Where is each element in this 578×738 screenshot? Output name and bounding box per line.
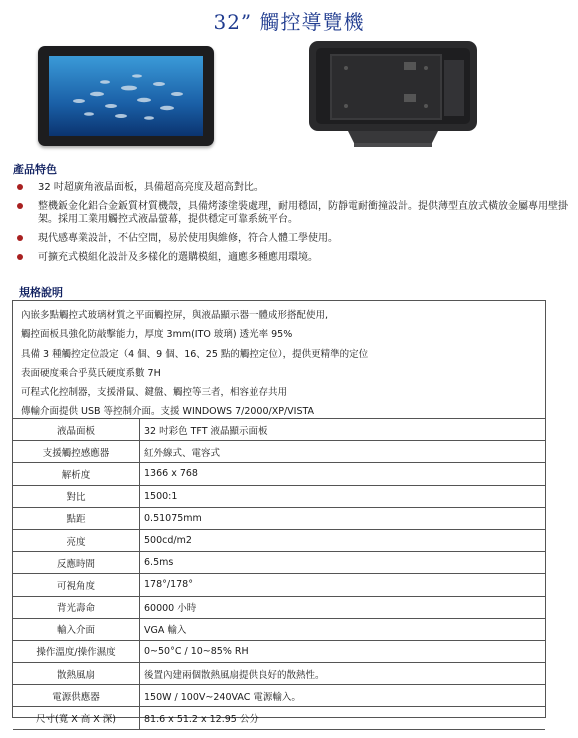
table-row bbox=[13, 507, 545, 529]
spec-label: 點距 bbox=[13, 507, 140, 529]
spec-value: 500cd/m2 bbox=[140, 529, 546, 551]
feature-text: 可擴充式模組化設計及多樣化的選購模組，適應多種應用環境。 bbox=[38, 252, 318, 263]
table-row bbox=[13, 596, 545, 618]
table-row bbox=[13, 640, 545, 662]
feature-item bbox=[12, 251, 568, 264]
spec-intro-line: 具備 3 種觸控定位設定（4 個、9 個、16、25 點的觸控定位），提供更精準的定位 bbox=[21, 348, 369, 360]
spec-label: 解析度 bbox=[13, 463, 140, 485]
spec-value: 1366 x 768 bbox=[140, 463, 546, 485]
spec-intro-line: 可程式化控制器，支援滑鼠、鍵盤、觸控等三者，相容並存共用 bbox=[21, 387, 288, 399]
feature-text: 32 吋超廣角液晶面板，具備超高亮度及超高對比。 bbox=[38, 182, 264, 193]
bullet-icon bbox=[17, 184, 23, 190]
spec-table bbox=[13, 418, 545, 730]
spec-value: 60000 小時 bbox=[140, 596, 546, 618]
back-view-image bbox=[308, 40, 478, 150]
spec-intro-line: 傳輸介面提供 USB 等控制介面。支援 WINDOWS 7/2000/XP/VISTA bbox=[21, 406, 315, 418]
spec-value: VGA 輸入 bbox=[140, 618, 546, 640]
spec-intro-line: 內嵌多點觸控式玻璃材質之平面觸控屏，與液晶顯示器一體成形搭配使用, bbox=[21, 310, 329, 321]
spec-value: 1500:1 bbox=[140, 485, 546, 507]
table-row bbox=[13, 574, 545, 596]
spec-intro-line: 表面硬度乘合乎莫氏硬度系數 7H bbox=[21, 367, 161, 379]
spec-label: 亮度 bbox=[13, 529, 140, 551]
spec-label: 反應時間 bbox=[13, 552, 140, 574]
table-row bbox=[13, 529, 545, 551]
table-row bbox=[13, 707, 545, 729]
feature-item bbox=[12, 181, 568, 194]
table-row bbox=[13, 485, 545, 507]
spec-value: 150W / 100V~240VAC 電源輸入。 bbox=[140, 685, 546, 707]
spec-intro bbox=[13, 301, 545, 422]
spec-label: 支援觸控感應器 bbox=[13, 441, 140, 463]
specs-heading: 規格說明 bbox=[19, 286, 63, 299]
bullet-icon bbox=[17, 254, 23, 260]
bullet-icon bbox=[17, 235, 23, 241]
spec-label: 液晶面板 bbox=[13, 419, 140, 441]
spec-box bbox=[12, 300, 546, 726]
feature-item bbox=[12, 232, 568, 245]
spec-label: 散熱風扇 bbox=[13, 663, 140, 685]
spec-label: 對比 bbox=[13, 485, 140, 507]
spec-label: 電源供應器 bbox=[13, 685, 140, 707]
table-row bbox=[13, 441, 545, 463]
spec-value: 後置內建兩個散熱風扇提供良好的散熱性。 bbox=[140, 663, 546, 685]
spec-intro-line: 觸控面板具強化防敲擊能力，厚度 3mm(ITO 玻璃) 透光率 95% bbox=[21, 329, 293, 341]
spec-value: 6.5ms bbox=[140, 552, 546, 574]
spec-value: 178°/178° bbox=[140, 574, 546, 596]
spec-label: 尺寸(寬 X 高 X 深) bbox=[13, 707, 140, 729]
table-row bbox=[13, 463, 545, 485]
spec-value: 32 吋彩色 TFT 液晶顯示面板 bbox=[140, 419, 546, 441]
feature-item bbox=[12, 200, 568, 226]
spec-value: 紅外線式、電容式 bbox=[140, 441, 546, 463]
front-view-image bbox=[38, 46, 214, 146]
spec-label: 背光壽命 bbox=[13, 596, 140, 618]
table-row bbox=[13, 618, 545, 640]
feature-text: 整機鈑金化鋁合金鈑質材質機殼，具備烤漆塗裝處理，耐用穩固，防靜電耐衝撞設計。提供薄型直放式橫放金屬專用壁掛架。採用工業用觸控式液晶螢幕，提供穩定可靠系統平台。 bbox=[38, 201, 568, 225]
screen-display-image bbox=[49, 56, 203, 136]
page-title: 32” 觸控導覽機 bbox=[213, 10, 365, 34]
feature-text: 現代感專業設計，不佔空間，易於使用與維修，符合人體工學使用。 bbox=[38, 233, 338, 244]
bullet-icon bbox=[17, 203, 23, 209]
table-row bbox=[13, 663, 545, 685]
spec-label: 可視角度 bbox=[13, 574, 140, 596]
features-heading: 產品特色 bbox=[13, 163, 57, 176]
spec-value: 0.51075mm bbox=[140, 507, 546, 529]
features-list bbox=[12, 181, 568, 270]
spec-value: 81.6 x 51.2 x 12.95 公分 bbox=[140, 707, 546, 729]
spec-value: 0~50°C / 10~85% RH bbox=[140, 640, 546, 662]
spec-label: 輸入介面 bbox=[13, 618, 140, 640]
table-row bbox=[13, 552, 545, 574]
table-row bbox=[13, 685, 545, 707]
table-row bbox=[13, 419, 545, 441]
spec-label: 操作溫度/操作濕度 bbox=[13, 640, 140, 662]
